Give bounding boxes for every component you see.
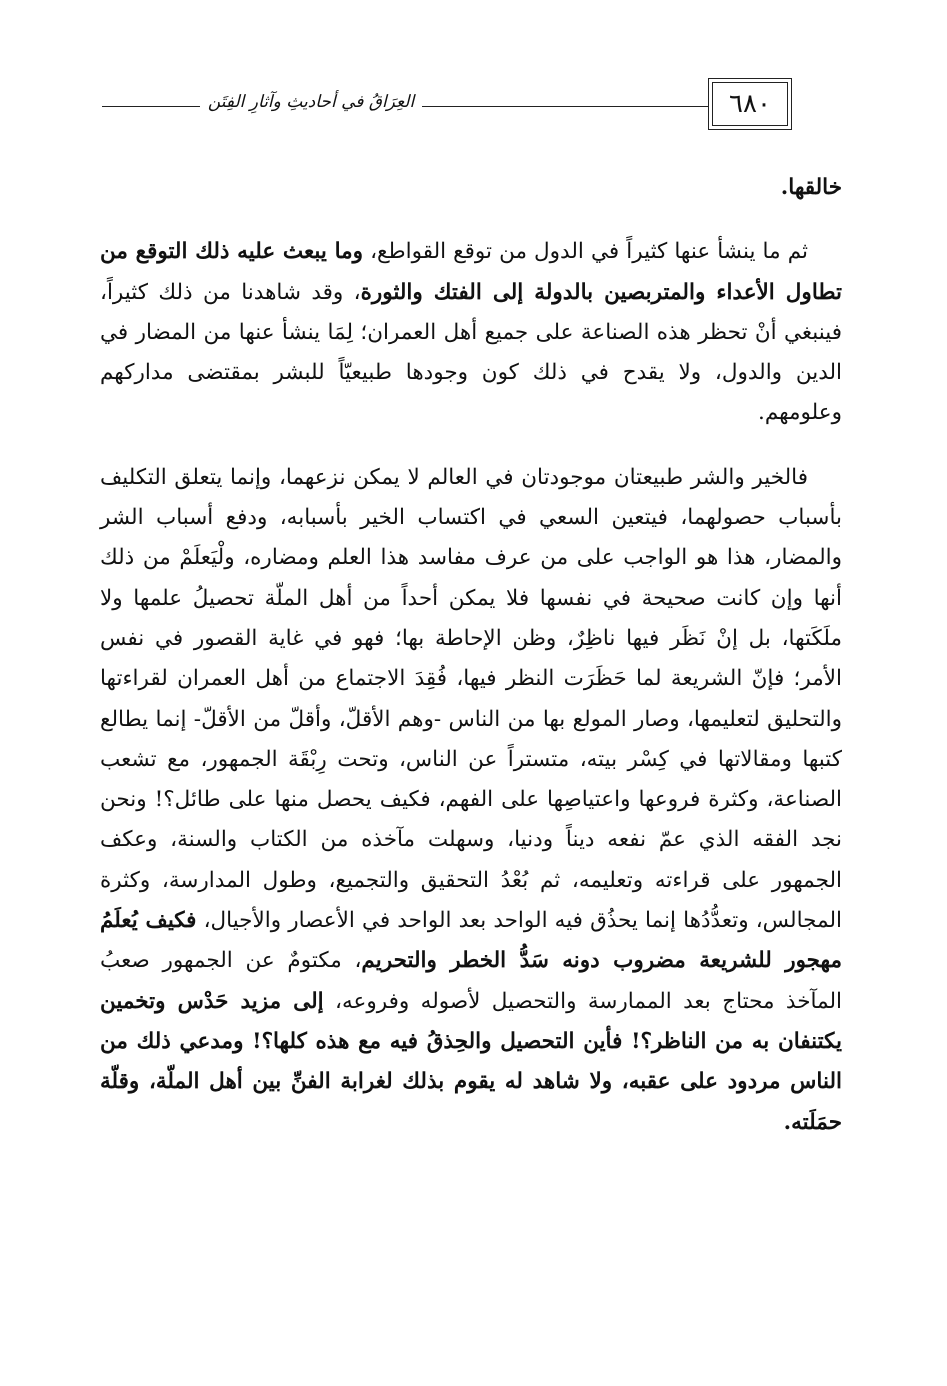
running-header [100,78,842,132]
paragraph-segment: ثم ما ينشأ عنها كثيراً في الدول من توقع القواطع، [363,239,808,265]
paragraph-segment: وما يبعث عليه ذلك التوقع من تطاول الأعداء والمتربصين بالدولة إلى الفتك والثورة [100,239,842,305]
paragraph [100,168,842,208]
page-number-box [708,78,792,130]
paragraph-segment: فكيف يُعلَمُ مهجور للشريعة مضروب دونه سَدُّ الخطر والتحريم [100,908,842,974]
paragraph-segment: إلى مزيد حَدْس وتخمين يكتنفان به من الناظر؟! فأين التحصيل والحِذقُ فيه مع هذه كلها؟! ومدعي ذلك من الناس مردود على عقبه، ولا شاهد له يقوم بذلك لغرابة الفنِّ بين أهل الملّة، وقلّة حمَلَته. [100,988,842,1135]
paragraph [100,232,842,433]
body-text [100,168,842,1143]
paragraph-segment: خالقها. [780,175,842,200]
running-title: العِرَاقُ في أحاديثِ وآثارِ الفِتَن [204,84,418,120]
paragraph-segment: فالخير والشر طبيعتان موجودتان في العالم لا يمكن نزعهما، وإنما يتعلق التكليف بأسباب حصولهما، فيتعين السعي في اكتساب الخير بأسبابه، ودفع أسباب الشر والمضار، هذا هو الواجب على من عرف مفاسد هذا العلم ومضاره، ولْيَعلَمْ من ذلك أنها وإن كانت صحيحة في نفسها فلا يمكن أحداً من أهل الملّة تحصيلُ علمها ولا ملَكَتها، بل إنْ نَظَر فيها ناظِرٌ، وظن الإحاطة بها؛ فهو في غاية القصور في نفس الأمر؛ فإنّ الشريعة لما حَظَرَت النظر فيها، فُقِدَ الاجتماع من أهل العمران لقراءتها والتحليق لتعليمها، وصار المولع بها من الناس -وهم الأقلّ، وأقلّ من الأقلّ- إنما يطالع كتبها ومقالاتها في كِسْر بيته، متستراً عن الناس، وتحت رِبْقَة الجمهور، مع تشعب الصناعة، وكثرة فروعها واعتياصِها على الفهم، فكيف يحصل منها على طائل؟! ونحن نجد الفقه الذي عمّ نفعه ديناً ودنيا، وسهلت مآخذه من الكتاب والسنة، وعكف الجمهور على قراءته وتعليمه، ثم بُعْدُ التحقيق والتجميع، وطول المدارسة، وكثرة المجالس، وتعدُّدُها إنما يحذُق فيه الواحد بعد الواحد في الأعصار والأجيال، [100,464,842,934]
paragraph-segment: ، وقد شاهدنا من ذلك كثيراً، فينبغي أنْ تحظر هذه الصناعة على جميع أهل العمران؛ لِمَا ينشأ عنها من المضار في الدين والدول، ولا يقدح في ذلك كون وجودها طبيعيّاً للبشر بمقتضى مداركهم وعلومهم. [100,279,842,426]
paragraph [100,458,842,1143]
header-rule [102,106,200,107]
paragraph-segment: ، مكتومٌ عن الجمهور صعبُ المآخذ محتاج بعد الممارسة والتحصيل لأصوله وفروعه، [100,948,842,1014]
page-number: ٦٨٠ [712,82,788,126]
